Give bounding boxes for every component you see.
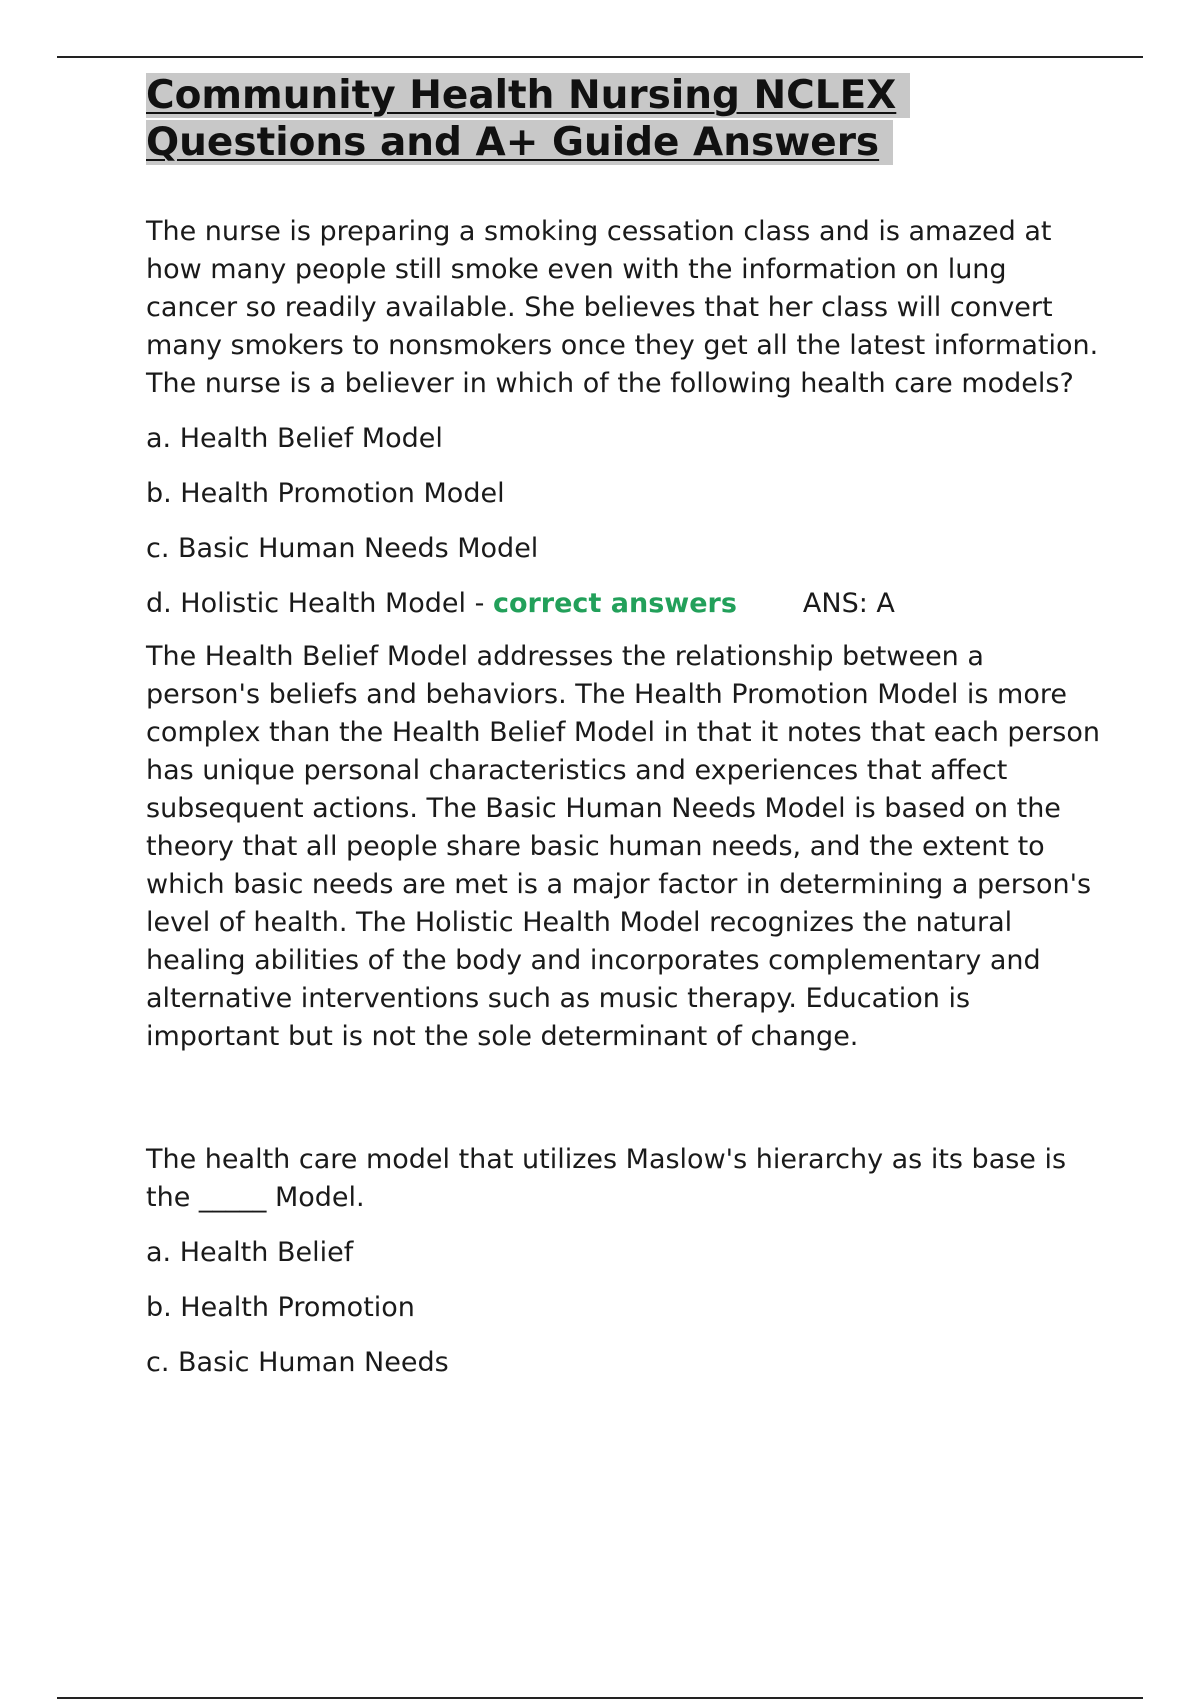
title-line-1: Community Health Nursing NCLEX [146,73,910,118]
document-body [146,72,1106,1382]
question-2-option-b: b. Health Promotion [146,1292,415,1323]
document-title [146,72,1106,166]
top-rule [57,56,1143,58]
question-1-option-d [146,585,1106,623]
answer-key: ANS: A [802,588,895,619]
question-2-option-a: a. Health Belief [146,1237,354,1268]
title-line-2: Questions and A+ Guide Answers [146,120,893,165]
question-1-option-a: a. Health Belief Model [146,423,443,454]
question-1-option-c: c. Basic Human Needs Model [146,533,539,564]
bottom-rule [57,1697,1143,1699]
question-2-text: The health care model that utilizes Maslow's hierarchy as its base is the _____ Model. [146,1144,1067,1213]
question-1-explanation: The Health Belief Model addresses the relationship between a person's beliefs and behaviors. The Health Promotion Model is more complex than the Health Belief Model in that it notes that each person has unique personal characteristics and experiences that affect subsequent actions. The Basic Human Needs Model is based on the theory that all people share basic human needs, and the extent to which basic needs are met is a major factor in determining a person's level of health. The Holistic Health Model recognizes the natural healing abilities of the body and incorporates complementary and alternative interventions such as music therapy. Education is important but is not the sole determinant of change. [146,641,1100,1052]
question-1-option-b: b. Health Promotion Model [146,478,505,509]
correct-answers-label: correct answers [492,588,737,619]
question-1-text: The nurse is preparing a smoking cessation class and is amazed at how many people still smoke even with the information on lung cancer so readily available. She believes that her class will convert many smokers to nonsmokers once they get all the latest information. The nurse is a believer in which of the following health care models? [146,216,1099,399]
question-2-option-c: c. Basic Human Needs [146,1347,449,1378]
question-1-option-d-text: d. Holistic Health Model - [146,588,493,619]
